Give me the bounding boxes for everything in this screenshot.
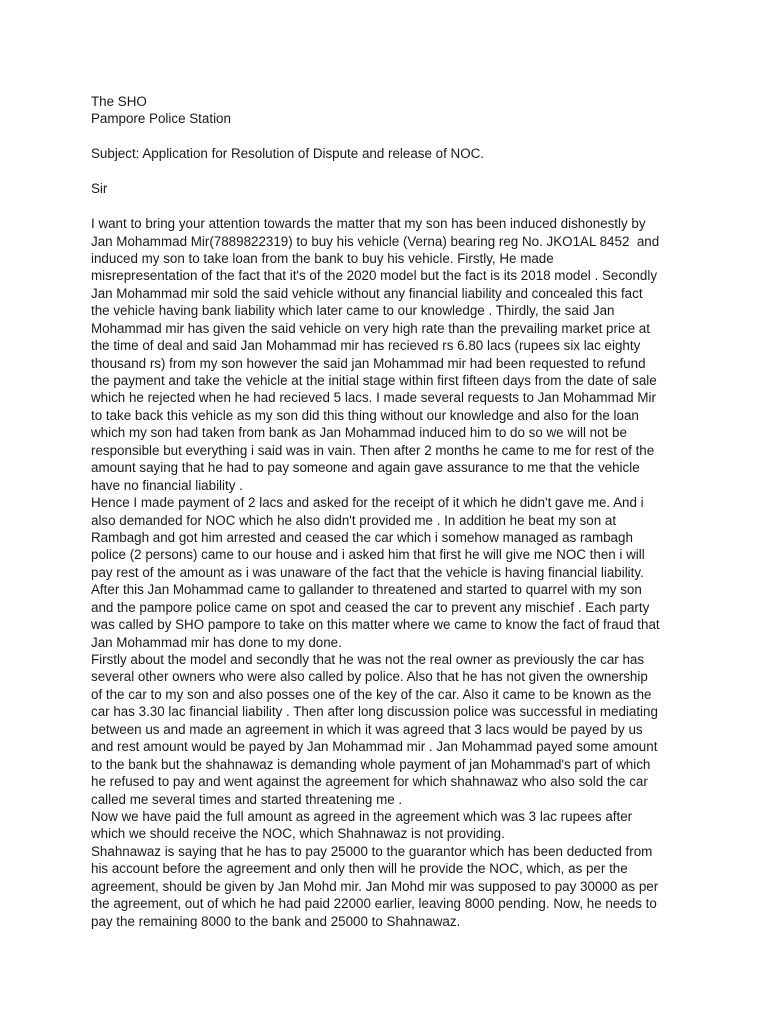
paragraph — [91, 651, 691, 808]
paragraph-line: pay rest of the amount as i was unaware of the fact that the vehicle is having financial liability. — [91, 564, 644, 580]
paragraph-line: and rest amount would be payed by Jan Mohammad mir . Jan Mohammad payed some amount — [91, 739, 658, 755]
paragraph-line: to the bank but the shahnawaz is demanding whole payment of jan Mohammad's part of which — [91, 756, 651, 772]
paragraph — [91, 215, 691, 494]
blank-line — [91, 128, 691, 145]
letter-body — [91, 93, 691, 930]
paragraph-line: called me several times and started threatening me . — [91, 791, 403, 807]
paragraph-line: the time of deal and said Jan Mohammad mir has recieved rs 6.80 lacs (rupees six lac eighty — [91, 338, 641, 354]
paragraph-line: Jan Mohammad Mir(7889822319) to buy his vehicle (Verna) bearing reg No. JKO1AL 8452 and — [91, 233, 660, 249]
paragraph-line: and the pampore police came on spot and ceased the car to prevent any mischief . Each party — [91, 599, 650, 615]
paragraph — [91, 843, 691, 930]
paragraph-line: Mohammad mir has given the said vehicle on very high rate than the prevailing market price at — [91, 320, 650, 336]
paragraph-line: between us and made an agreement in which it was agreed that 3 lacs would be payed by us — [91, 721, 643, 737]
blank-line — [91, 163, 691, 180]
paragraph-line: Shahnawaz is saying that he has to pay 25000 to the guarantor which has been deducted from — [91, 843, 653, 859]
paragraph-line: several other owners who were also called by police. Also that he has not given the ownership — [91, 669, 648, 685]
addressee-block — [91, 93, 691, 128]
salutation: Sir — [91, 181, 108, 197]
paragraph-line: amount saying that he had to pay someone and again gave assurance to me that the vehicle — [91, 460, 640, 476]
paragraph-line: car has 3.30 lac financial liability . Then after long discussion police was successful in mediating — [91, 704, 658, 720]
paragraph — [91, 494, 691, 651]
paragraph-line: police (2 persons) came to our house and i asked him that first he will give me NOC then i will — [91, 547, 645, 563]
paragraph-line: the payment and take the vehicle at the initial stage within first fifteen days from the date of sale — [91, 373, 657, 388]
letter-paragraphs — [91, 215, 691, 930]
paragraph-line: he refused to pay and went against the agreement for which shahnawaz who also sold the car — [91, 774, 648, 790]
paragraph-line: also demanded for NOC which he also didn't provided me . In addition he beat my son at — [91, 512, 617, 528]
paragraph-line: Now we have paid the full amount as agreed in the agreement which was 3 lac rupees after — [91, 808, 633, 824]
paragraph-line: of the car to my son and also posses one of the key of the car. Also it came to be known as the — [91, 686, 652, 702]
subject-line: Subject: Application for Resolution of Dispute and release of NOC. — [91, 146, 485, 162]
paragraph-line: misrepresentation of the fact that it's of the 2020 model but the fact is its 2018 model . Secondly — [91, 268, 658, 284]
paragraph-line: pay the remaining 8000 to the bank and 25000 to Shahnawaz. — [91, 913, 461, 929]
paragraph-line: Rambagh and got him arrested and ceased the car which i somehow managed as rambagh — [91, 529, 633, 545]
paragraph-line: thousand rs) from my son however the said jan Mohammad mir had been requested to refund — [91, 355, 646, 371]
paragraph-line: the vehicle having bank liability which later came to our knowledge . Thirdly, the said Jan — [91, 303, 615, 319]
paragraph-line: I want to bring your attention towards the matter that my son has been induced dishonestly by — [91, 216, 646, 232]
paragraph — [91, 808, 691, 843]
paragraph-line: his account before the agreement and only then will he provide the NOC, which, as per the — [91, 861, 628, 877]
paragraph-line: responsible but everything i said was in vain. Then after 2 months he came to me for rest of the — [91, 442, 655, 458]
paragraph-line: which he rejected when he had recieved 5 lacs. I made several requests to Jan Mohammad Mir — [91, 390, 656, 406]
paragraph-line: induced my son to take loan from the bank to buy his vehicle. Firstly, He made — [91, 250, 554, 266]
paragraph-line: which my son had taken from bank as Jan Mohammad induced him to do so we will not be — [91, 425, 627, 441]
addressee-line: The SHO — [91, 94, 147, 109]
paragraph-line: agreement, should be given by Jan Mohd mir. Jan Mohd mir was supposed to pay 30000 as per — [91, 878, 659, 894]
paragraph-line: Hence I made payment of 2 lacs and asked for the receipt of it which he didn't gave me. And i — [91, 495, 644, 511]
paragraph-line: to take back this vehicle as my son did this thing without our knowledge and also for the loan — [91, 407, 639, 423]
paragraph-line: After this Jan Mohammad came to gallander to threatened and started to quarrel with my son — [91, 582, 642, 598]
paragraph-line: which we should receive the NOC, which Shahnawaz is not providing. — [91, 826, 505, 842]
paragraph-line: the agreement, out of which he had paid 22000 earlier, leaving 8000 pending. Now, he needs to — [91, 896, 657, 912]
paragraph-line: Jan Mohammad mir has done to my done. — [91, 634, 342, 650]
paragraph-line: Firstly about the model and secondly that he was not the real owner as previously the car has — [91, 652, 645, 667]
paragraph-line: was called by SHO pampore to take on this matter where we came to know the fact of fraud that — [91, 617, 660, 633]
paragraph-line: have no financial liability . — [91, 477, 243, 493]
blank-line — [91, 198, 691, 215]
addressee-line: Pampore Police Station — [91, 111, 231, 127]
paragraph-line: Jan Mohammad mir sold the said vehicle without any financial liability and concealed this fact — [91, 285, 643, 301]
